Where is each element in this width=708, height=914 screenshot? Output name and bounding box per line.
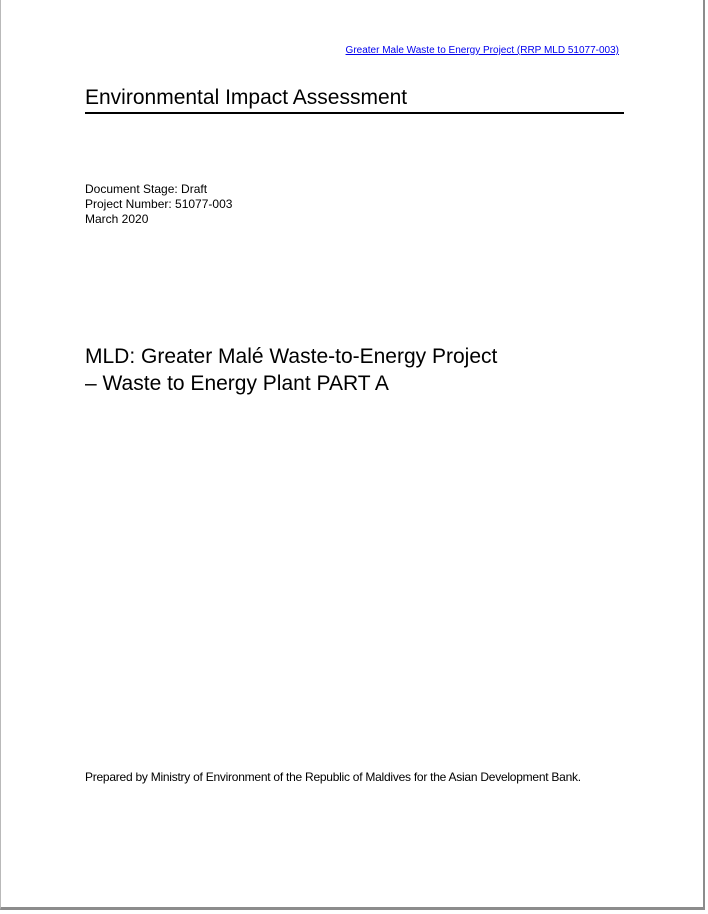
document-date: March 2020 — [85, 212, 149, 226]
project-title — [85, 343, 497, 397]
document-type-heading: Environmental Impact Assessment — [85, 84, 624, 114]
prepared-by-statement: Prepared by Ministry of Environment of the Republic of Maldives for the Asian Development Bank. — [85, 770, 581, 784]
document-metadata — [85, 182, 232, 227]
project-title-line-1: MLD: Greater Malé Waste-to-Energy Project — [85, 345, 498, 368]
project-number: Project Number: 51077-003 — [85, 197, 233, 211]
project-reference-link[interactable]: Greater Male Waste to Energy Project (RRP MLD 51077-003) — [345, 45, 619, 56]
project-title-line-2: – Waste to Energy Plant PART A — [85, 372, 389, 395]
document-stage: Document Stage: Draft — [85, 182, 208, 196]
